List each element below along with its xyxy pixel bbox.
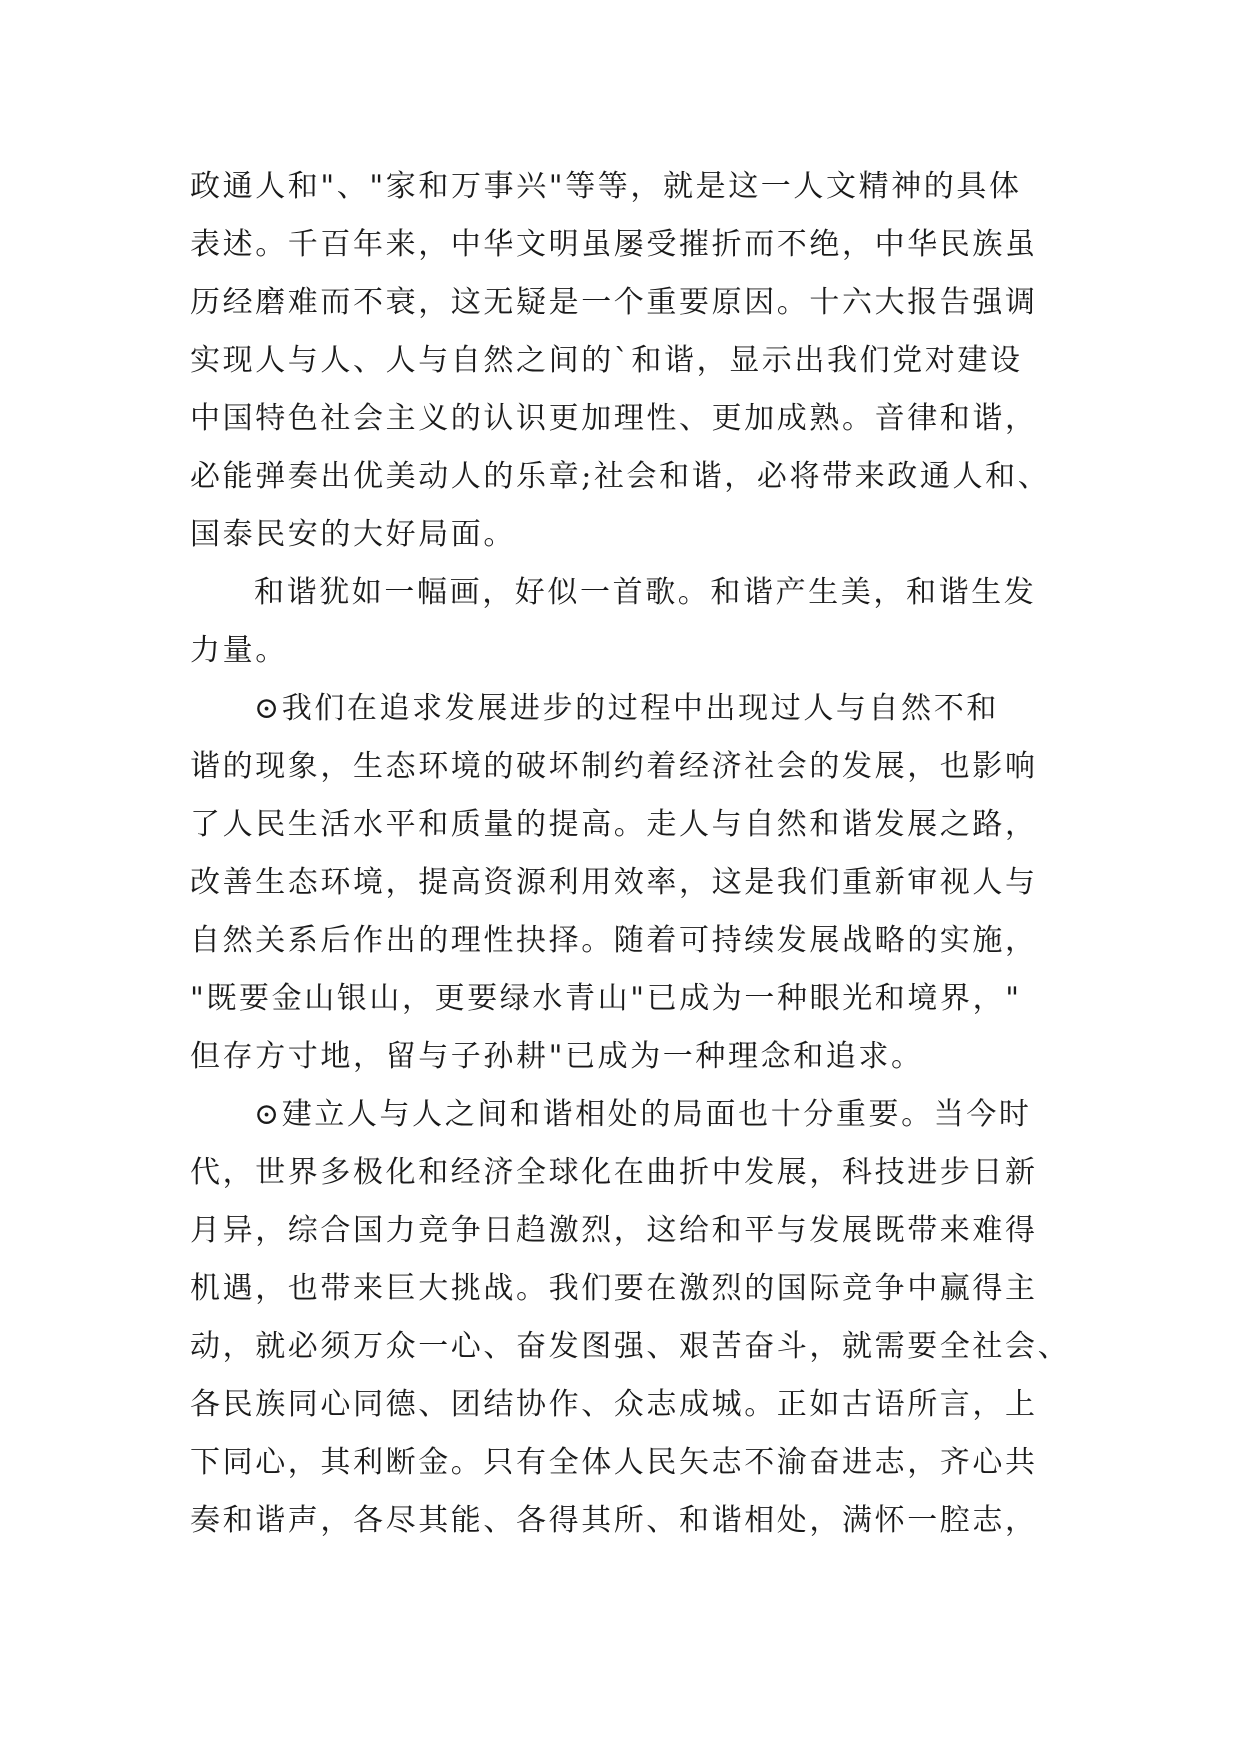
text-line: 动，就必须万众一心、奋发图强、艰苦奋斗，就需要全社会、 (190, 1329, 1071, 1364)
text-line: 实现人与人、人与自然之间的`和谐，显示出我们党对建设 (190, 343, 1023, 378)
text-line: 力量。 (190, 633, 288, 668)
text-line: 各民族同心同德、团结协作、众志成城。正如古语所言，上 (190, 1387, 1038, 1422)
text-line: 必能弹奏出优美动人的乐章;社会和谐，必将带来政通人和、 (190, 459, 1051, 494)
text-line: 历经磨难而不衰，这无疑是一个重要原因。十六大报告强调 (190, 285, 1038, 320)
paragraph-4 (190, 1086, 1071, 1550)
text-line: "既要金山银山，更要绿水青山"已成为一种眼光和境界，" (190, 981, 1022, 1016)
text-line: 自然关系后作出的理性抉择。随着可持续发展战略的实施， (190, 923, 1038, 958)
text-line: 但存方寸地，留与子孙耕"已成为一种理念和追求。 (190, 1039, 924, 1074)
text-line: 了人民生活水平和质量的提高。走人与自然和谐发展之路， (190, 807, 1038, 842)
text-line: ⊙我们在追求发展进步的过程中出现过人与自然不和 (254, 691, 999, 726)
paragraph-3 (190, 680, 1052, 1086)
text-line: 谐的现象，生态环境的破坏制约着经济社会的发展，也影响 (190, 749, 1038, 784)
text-line: ⊙建立人与人之间和谐相处的局面也十分重要。当今时 (254, 1097, 1032, 1132)
text-line: 代，世界多极化和经济全球化在曲折中发展，科技进步日新 (190, 1155, 1038, 1190)
text-line: 改善生态环境，提高资源利用效率，这是我们重新审视人与 (190, 865, 1038, 900)
text-line: 政通人和"、"家和万事兴"等等，就是这一人文精神的具体 (190, 169, 1022, 204)
text-line: 机遇，也带来巨大挑战。我们要在激烈的国际竞争中赢得主 (190, 1271, 1038, 1306)
body-text (190, 158, 1071, 1550)
text-line: 中国特色社会主义的认识更加理性、更加成熟。音律和谐， (190, 401, 1038, 436)
text-line: 国泰民安的大好局面。 (190, 517, 516, 552)
text-line: 下同心，其利断金。只有全体人民矢志不渝奋进志，齐心共 (190, 1445, 1038, 1480)
text-line: 月异，综合国力竞争日趋激烈，这给和平与发展既带来难得 (190, 1213, 1038, 1248)
paragraph-2 (190, 564, 1052, 680)
paragraph-1 (190, 158, 1052, 564)
text-line: 表述。千百年来，中华文明虽屡受摧折而不绝，中华民族虽 (190, 227, 1038, 262)
text-line: 和谐犹如一幅画，好似一首歌。和谐产生美，和谐生发 (254, 575, 1037, 610)
text-line: 奏和谐声，各尽其能、各得其所、和谐相处，满怀一腔志， (190, 1503, 1038, 1538)
